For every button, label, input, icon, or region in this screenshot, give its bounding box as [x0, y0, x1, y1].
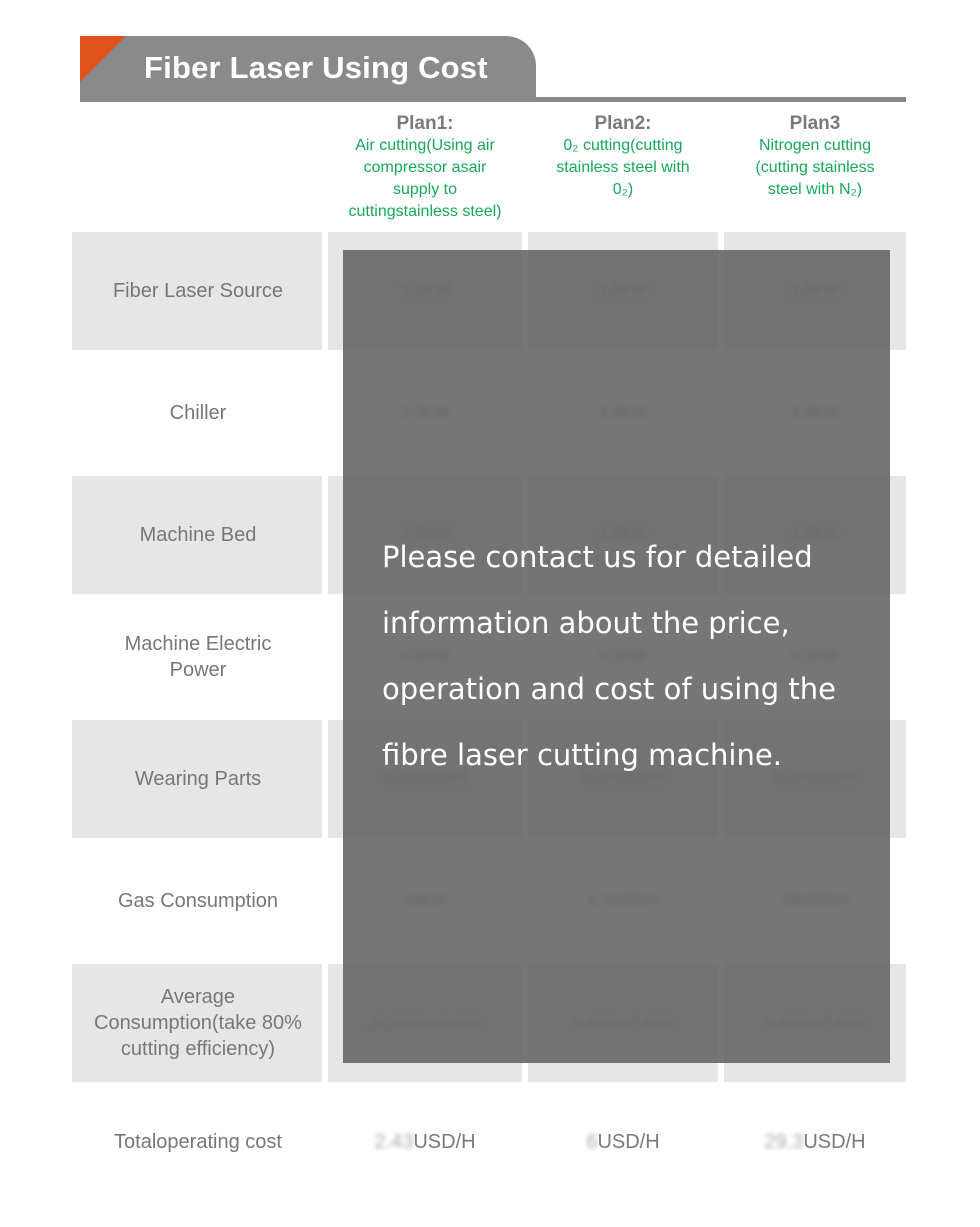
plan-header-3 — [722, 113, 908, 201]
contact-message-line: information about the price, — [382, 606, 790, 640]
plan-desc-line: cuttingstainless steel) — [348, 203, 502, 220]
row-label: Machine Electric Power — [124, 633, 272, 681]
contact-message-line: fibre laser cutting machine. — [382, 738, 782, 772]
plan-name: Plan2: — [594, 113, 652, 134]
contact-message-line: operation and cost of using the — [382, 672, 836, 706]
row-label: Chiller — [169, 402, 227, 424]
total-value: 6 — [586, 1131, 598, 1153]
plan-desc-line: supply to — [392, 181, 458, 198]
plan-desc-line: (cutting stainless — [755, 159, 875, 176]
total-cell — [328, 1131, 522, 1154]
row-label: Gas Consumption — [117, 890, 279, 912]
accent-corner — [80, 36, 126, 82]
plan-header-2 — [528, 113, 718, 201]
plan-desc-line: 0₂ cutting(cutting — [563, 137, 683, 154]
plan-name: Plan1: — [396, 113, 454, 134]
plan-desc-line: steel with N₂) — [767, 181, 863, 198]
total-unit: USD/H — [413, 1131, 476, 1153]
row-label: Machine Bed — [139, 524, 257, 546]
total-unit: USD/H — [597, 1131, 660, 1153]
plan-desc-line: stainless steel with — [556, 159, 690, 176]
plan-desc-line: compressor asair — [363, 159, 487, 176]
total-cell — [724, 1131, 906, 1154]
plan-desc-line: 0₂) — [612, 181, 634, 198]
plan-desc-line: Air cutting(Using air — [355, 137, 495, 154]
page-title: Fiber Laser Using Cost — [144, 50, 488, 85]
contact-message — [382, 524, 872, 788]
total-unit: USD/H — [803, 1131, 866, 1153]
total-label: Totaloperating cost — [114, 1131, 282, 1153]
plan-desc-line: Nitrogen cutting — [758, 137, 872, 154]
total-value: 2.43 — [374, 1131, 414, 1153]
plan-name: Plan3 — [789, 113, 841, 134]
total-value: 29.3 — [764, 1131, 804, 1153]
row-label: Fiber Laser Source — [112, 280, 284, 302]
plan-header-1 — [326, 113, 524, 223]
row-label: Average Consumption(take 80% cutting efficiency) — [94, 986, 302, 1060]
row-label: Wearing Parts — [134, 768, 262, 790]
title-underline — [80, 97, 906, 102]
contact-message-line: Please contact us for detailed — [382, 540, 813, 574]
total-cell — [528, 1131, 718, 1154]
